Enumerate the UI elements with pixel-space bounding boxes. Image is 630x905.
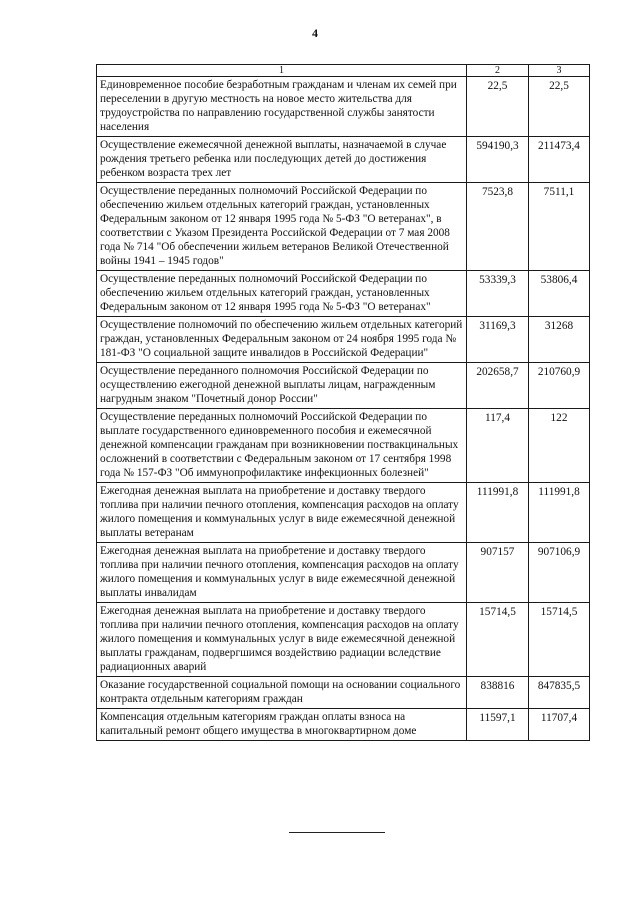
row-value-col2: 117,4: [467, 409, 529, 483]
row-value-col3: 15714,5: [529, 603, 590, 677]
table-row: [97, 363, 590, 409]
row-value-col2: 838816: [467, 677, 529, 709]
table-row: [97, 709, 590, 741]
row-value-col2: 15714,5: [467, 603, 529, 677]
row-value-col2: 594190,3: [467, 137, 529, 183]
budget-table: [96, 64, 590, 741]
row-description: Осуществление переданного полномочия Российской Федерации по осуществлению ежегодной денежной выплаты лицам, награжденным нагрудным знаком "Почетный донор России": [97, 363, 467, 409]
row-description: Ежегодная денежная выплата на приобретение и доставку твердого топлива при наличии печного отопления, компенсация расходов на оплату жилого помещения и коммунальных услуг в виде ежемесячной денежной выплаты ветеранам: [97, 483, 467, 543]
table-row: [97, 77, 590, 137]
footer-divider: [289, 832, 385, 833]
table-row: [97, 677, 590, 709]
row-value-col3: 22,5: [529, 77, 590, 137]
column-header-2: 2: [467, 65, 529, 77]
table-row: [97, 483, 590, 543]
row-value-col2: 53339,3: [467, 271, 529, 317]
row-description: Оказание государственной социальной помощи на основании социального контракта отдельным категориям граждан: [97, 677, 467, 709]
table-header-row: [97, 65, 590, 77]
row-value-col3: 211473,4: [529, 137, 590, 183]
row-description: Осуществление переданных полномочий Российской Федерации по обеспечению жильем отдельных категорий граждан, установленных Федеральным законом от 12 января 1995 года № 5-ФЗ "О ветеранах", в соответствии с Указом Президента Российской Федерации от 7 мая 2008 года № 714 "Об обеспечении жильем ветеранов Великой Отечественной войны 1941 – 1945 годов": [97, 183, 467, 271]
row-value-col2: 202658,7: [467, 363, 529, 409]
table-row: [97, 271, 590, 317]
row-value-col3: 210760,9: [529, 363, 590, 409]
row-value-col2: 22,5: [467, 77, 529, 137]
row-description: Компенсация отдельным категориям граждан оплаты взноса на капитальный ремонт общего имущества в многоквартирном доме: [97, 709, 467, 741]
table-row: [97, 137, 590, 183]
table-row: [97, 603, 590, 677]
row-value-col2: 7523,8: [467, 183, 529, 271]
row-value-col3: 907106,9: [529, 543, 590, 603]
row-value-col3: 31268: [529, 317, 590, 363]
row-value-col3: 7511,1: [529, 183, 590, 271]
column-header-1: 1: [97, 65, 467, 77]
row-description: Единовременное пособие безработным гражданам и членам их семей при переселении в другую местность на новое место жительства для трудоустройства по направлению государственной службы занятости населения: [97, 77, 467, 137]
row-description: Ежегодная денежная выплата на приобретение и доставку твердого топлива при наличии печного отопления, компенсация расходов на оплату жилого помещения и коммунальных услуг в виде ежемесячной денежной выплаты инвалидам: [97, 543, 467, 603]
row-description: Осуществление ежемесячной денежной выплаты, назначаемой в случае рождения третьего ребенка или последующих детей до достижения ребенком возраста трех лет: [97, 137, 467, 183]
row-value-col2: 11597,1: [467, 709, 529, 741]
row-description: Осуществление переданных полномочий Российской Федерации по выплате государственного единовременного пособия и ежемесячной денежной компенсации гражданам при возникновении поствакцинальных осложнений в соответствии с Федеральным законом от 17 сентября 1998 года № 157-ФЗ "Об иммунопрофилактике инфекционных болезней": [97, 409, 467, 483]
page-number: 4: [312, 26, 318, 40]
column-header-3: 3: [529, 65, 590, 77]
row-value-col2: 907157: [467, 543, 529, 603]
table-row: [97, 317, 590, 363]
row-description: Осуществление переданных полномочий Российской Федерации по обеспечению жильем отдельных категорий граждан, установленных Федеральным законом от 12 января 1995 года № 5-ФЗ "О ветеранах": [97, 271, 467, 317]
table-row: [97, 409, 590, 483]
table-row: [97, 543, 590, 603]
row-value-col3: 53806,4: [529, 271, 590, 317]
row-value-col3: 111991,8: [529, 483, 590, 543]
row-value-col3: 122: [529, 409, 590, 483]
row-value-col3: 11707,4: [529, 709, 590, 741]
row-value-col3: 847835,5: [529, 677, 590, 709]
row-description: Осуществление полномочий по обеспечению жильем отдельных категорий граждан, установленных Федеральным законом от 24 ноября 1995 года № 181-ФЗ "О социальной защите инвалидов в Российской Федерации": [97, 317, 467, 363]
row-value-col2: 111991,8: [467, 483, 529, 543]
row-value-col2: 31169,3: [467, 317, 529, 363]
table-row: [97, 183, 590, 271]
row-description: Ежегодная денежная выплата на приобретение и доставку твердого топлива при наличии печного отопления, компенсация расходов на оплату жилого помещения и коммунальных услуг в виде ежемесячной денежной выплаты гражданам, подвергшимся воздействию радиации вследствие радиационных аварий: [97, 603, 467, 677]
